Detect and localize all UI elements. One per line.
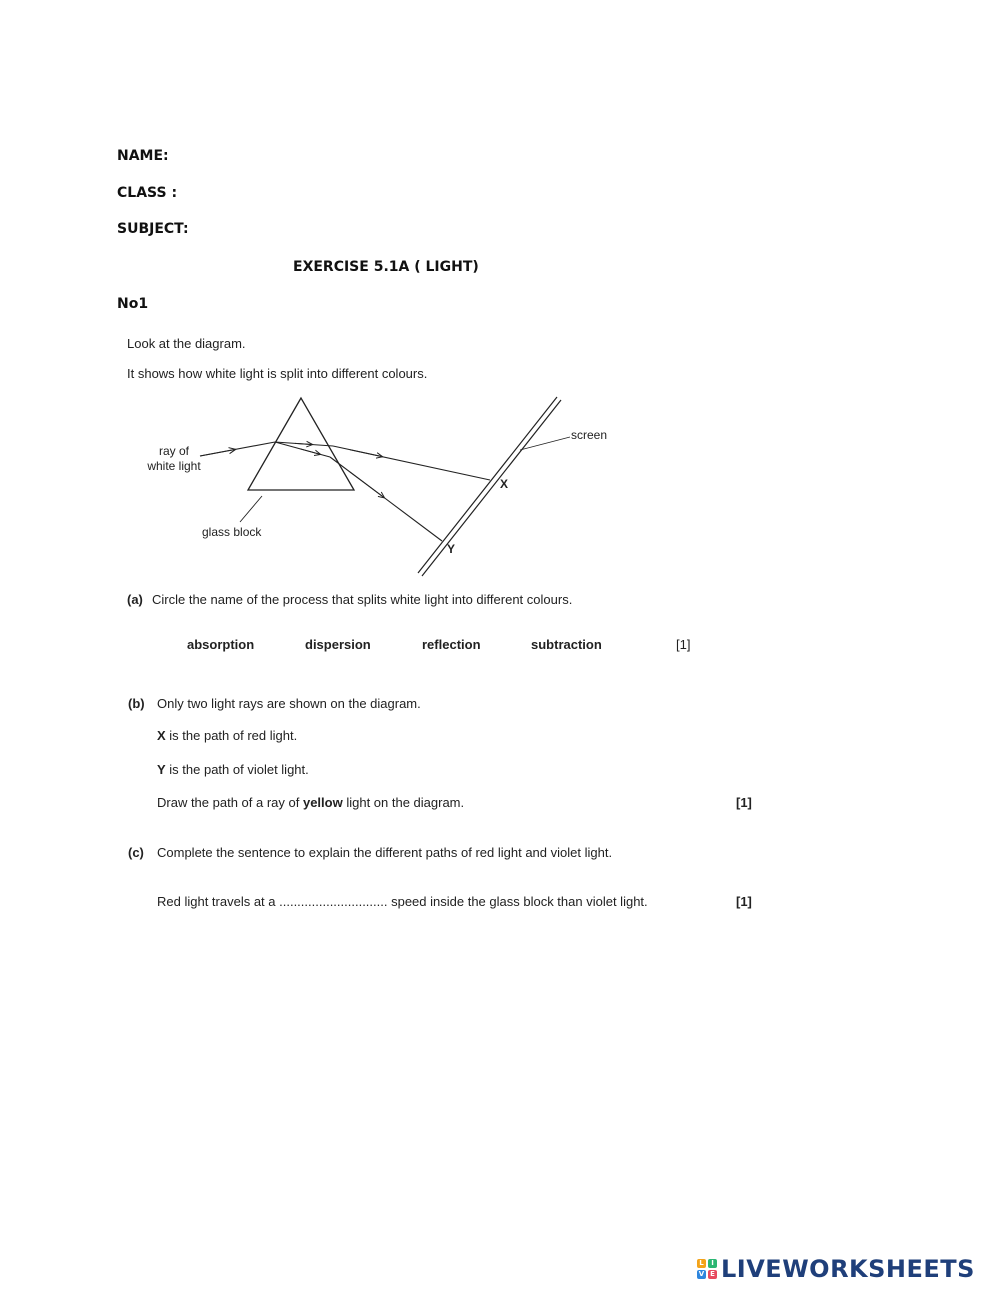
name-label: NAME: (117, 148, 169, 164)
subject-label: SUBJECT: (117, 221, 189, 237)
part-a-mark: [1] (676, 637, 691, 652)
option-dispersion[interactable]: dispersion (305, 637, 371, 652)
part-b-mark: [1] (736, 795, 752, 810)
part-c-mark: [1] (736, 894, 752, 909)
yellow-bold: yellow (302, 795, 343, 810)
part-b-line-3 (157, 762, 309, 777)
part-c-line-2-pre: Red light travels at a (157, 894, 280, 909)
part-c-label: (c) (128, 845, 144, 860)
part-b-line-3-text: is the path of violet light. (165, 762, 309, 777)
part-b-line-4-post: light on the diagram. (342, 795, 465, 810)
ray-y-path (330, 457, 442, 541)
logo-block: E (708, 1270, 717, 1279)
part-b-line-4 (157, 795, 464, 810)
part-c-line-2-post: speed inside the glass block than violet light. (387, 894, 648, 909)
part-c-line-2 (157, 894, 648, 909)
screen-label: screen (571, 428, 608, 442)
part-a-text: Circle the name of the process that splits white light into different colours. (152, 592, 573, 607)
option-subtraction[interactable]: subtraction (531, 637, 602, 652)
logo-block: L (697, 1259, 706, 1268)
prism-diagram (120, 388, 640, 580)
logo-blocks-icon (697, 1259, 717, 1279)
point-x-label: X (500, 477, 509, 491)
intro-line-2: It shows how white light is split into different colours. (127, 366, 428, 381)
point-y-label: Y (447, 542, 456, 556)
part-a-label: (a) (127, 592, 143, 607)
part-b-line-1: Only two light rays are shown on the diagram. (157, 696, 421, 711)
part-c-line-1: Complete the sentence to explain the different paths of red light and violet light. (157, 845, 613, 860)
option-absorption[interactable]: absorption (187, 637, 255, 652)
x-bold: X (157, 728, 166, 743)
part-b-label: (b) (128, 696, 145, 711)
part-b-line-4-pre: Draw the path of a ray of (157, 795, 303, 810)
y-bold: Y (157, 762, 166, 777)
screen-line (418, 397, 557, 573)
logo-block: I (708, 1259, 717, 1268)
part-b-line-2-text: is the path of red light. (165, 728, 298, 743)
liveworksheets-logo (697, 1254, 975, 1284)
question-number: No1 (117, 296, 149, 312)
glass-block-label: glass block (202, 525, 262, 539)
intro-line-1: Look at the diagram. (127, 336, 246, 351)
option-reflection[interactable]: reflection (422, 637, 481, 652)
part-b-line-2 (157, 728, 297, 743)
exercise-title: EXERCISE 5.1A ( LIGHT) (293, 259, 479, 275)
ray-label-line-2: white light (147, 459, 201, 473)
class-label: CLASS : (117, 185, 178, 201)
logo-text: LIVEWORKSHEETS (721, 1255, 975, 1283)
answer-blank[interactable]: .............................. (279, 894, 388, 909)
logo-block: V (698, 1270, 705, 1278)
ray-label-line-1: ray of (158, 444, 190, 458)
